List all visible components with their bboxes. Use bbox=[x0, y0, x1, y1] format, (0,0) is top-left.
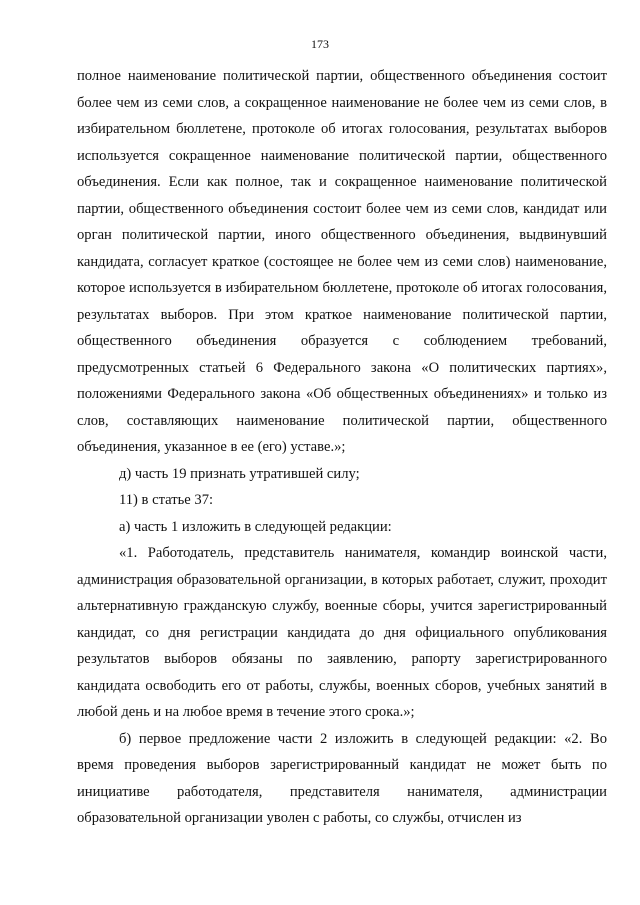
paragraph-item-11: 11) в статье 37: bbox=[119, 492, 214, 508]
paragraph-part-1-text: «1. Работодатель, представитель нанимателя, командир воинской части, администрация образовательной организации, в которых работает, служит, проходит альтернативную гражданскую службу, военные сборы, учится зарегистрированный кандидат, со дня регистрации кандидата до дня официального опубликования результатов выборов обязаны по заявлению, рапорту зарегистрированного кандидата освободить его от работы, службы, военных сборов, учебных занятий в любой день и на любое время в течение этого срока.»; bbox=[77, 545, 607, 720]
paragraph-item-d: д) часть 19 признать утратившей силу; bbox=[119, 465, 360, 482]
paragraph-item-b: б) первое предложение части 2 изложить в следующей редакции: «2. Во время проведения выборов зарегистрированный кандидат не может быть по инициативе работодателя, представителя нанимателя, администрации образовательной организации уволен с работы, со службы, отчислен из bbox=[77, 730, 607, 826]
page-number: 173 bbox=[311, 37, 329, 51]
paragraph-party-name-rules: полное наименование политической партии, общественного объединения состоит более чем из семи слов, а сокращенное наименование не более чем из семи слов, в избирательном бюллетене, протоколе об итогах голосования, результатах выборов используется сокращенное наименование политической партии, общественного объединения. Если как полное, так и сокращенное наименование политической партии, общественного объединения состоит более чем из семи слов, кандидат или орган политической партии, иного общественного объединения, выдвинувший кандидата, согласует краткое (состоящее не более чем из семи слов) наименование, которое используется в избирательном бюллетене, протоколе об итогах голосования, результатах выборов. При этом краткое наименование политической партии, общественного объединения образуется с соблюдением требований, предусмотренных статьей 6 Федерального закона «О политических партиях», положениями Федерального закона «Об общественных объединениях» и только из слов, составляющих наименование политической партии, общественного объединения, указанное в ее (его) уставе.»; bbox=[77, 68, 607, 455]
paragraph-item-a: а) часть 1 изложить в следующей редакции: bbox=[119, 518, 392, 535]
body-text bbox=[77, 63, 607, 832]
